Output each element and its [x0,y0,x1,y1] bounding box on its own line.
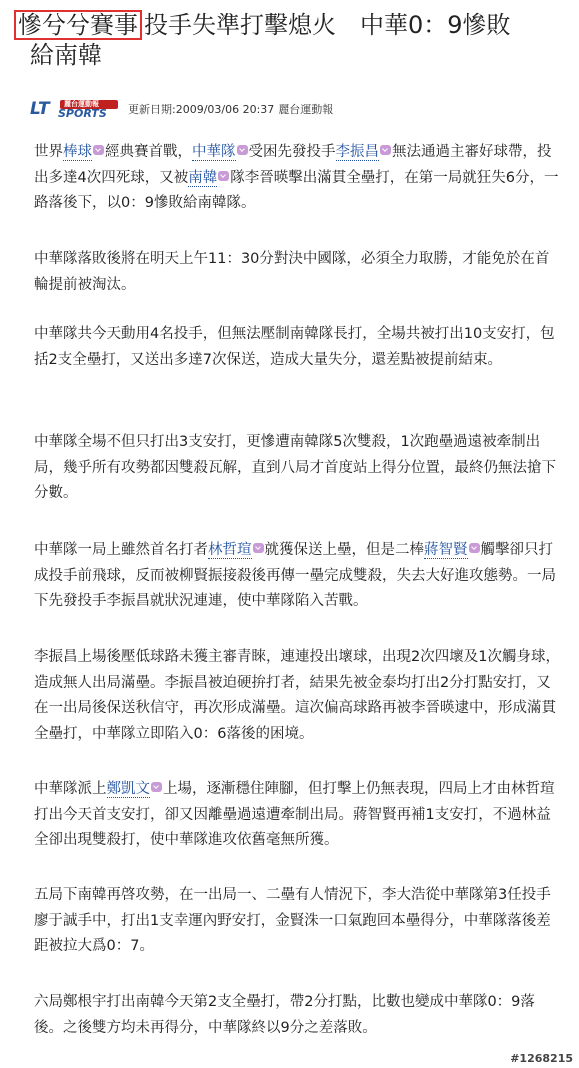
text: 隊李晉暎擊出滿貫全壘打，在第一局就狂失6分，一路落後下，以0：9慘敗給南韓隊。 [34,169,559,211]
text: 中華隊一局上雖然首名打者 [34,542,208,558]
update-date: 更新日期:2009/03/06 20:37 [128,103,275,116]
text: 受困先發投手 [248,144,336,160]
paragraph-4: 中華隊全場不但只打出3支安打，更慘遭南韓隊5次雙殺，1次跑壘過遠被牽制出局，幾乎所有攻勢都因雙殺瓦解，直到八局才首度站上得分位置，最終仍無法搶下分數。 [34,434,556,501]
keyword-info-icon[interactable] [93,145,104,155]
keyword-link[interactable]: 林哲瑄 [208,542,252,558]
keyword-info-icon[interactable] [218,171,229,181]
publisher-name: 麗台運動報 [278,103,334,116]
paragraph-9: 六局鄭根宇打出南韓今天第2支全壘打，帶2分打點，比數也變成中華隊0：9落後。之後雙方均未再得分，中華隊終以9分之差落敗。 [34,994,535,1036]
category-stamp[interactable]: 慘兮兮賽事 [14,10,142,40]
publisher-logo[interactable] [30,99,122,119]
keyword-link[interactable]: 南韓 [188,169,218,186]
logo-lt-mark: LT [30,99,50,119]
title-line-1: 投手失準打擊熄火 中華0：9慘敗 [144,11,511,39]
paragraph-7 [34,777,562,854]
text: 無法通過主審好球帶，投出多達4次四死球，又被 [34,144,552,186]
keyword-info-icon[interactable] [253,543,264,553]
text: 上場，逐漸穩住陣腳，但打擊上仍無表現，四局上才由林哲瑄打出今天首支安打，卻又因離壘過遠遭牽制出局。蔣智賢再補1支安打，不過林益全卻出現雙殺打，使中華隊進攻依舊毫無所獲。 [34,781,555,848]
title-line-2: 給南韓 [30,41,102,69]
logo-sports-text: SPORTS [58,107,107,120]
paragraph-8: 五局下南韓再啓攻勢，在一出局一、二壘有人情況下，李大浩從中華隊第3任投手廖于誠手中，打出1支幸運內野安打，金賢洙一口氣跑回本壘得分，中華隊落後差距被拉大爲0：7。 [34,887,551,954]
article-title [14,10,564,70]
keyword-info-icon[interactable] [151,782,162,792]
text: 經典賽首戰， [105,144,192,160]
text: 觸擊卻只打成投手前飛球，反而被柳賢振接殺後再傳一壘完成雙殺，失去大好進攻態勢。一局下先發投手李振昌就狀況連連，使中華隊陷入苦戰。 [34,542,556,609]
keyword-link[interactable]: 鄭凱文 [106,781,150,797]
paragraph-6: 李振昌上場後壓低球路未獲主審青睞，連連投出壞球，出現2次四壞及1次觸身球，造成無人出局滿壘。李振昌被迫硬拚打者，結果先被金泰均打出2分打點安打，又在一出局後保送秋信守，再次形成滿壘。這次偏高球路再被李晉暎逮中，形成滿貫全壘打，中華隊立即陷入0：6落後的困境。 [34,649,560,742]
keyword-info-icon[interactable] [237,145,248,155]
paragraph-1 [34,140,562,217]
paragraph-3: 中華隊共今天動用4名投手，但無法壓制南韓隊長打，全場共被打出10支安打，包括2支全壘打，又送出多達7次保送，造成大量失分，還差點被提前結束。 [34,326,555,368]
keyword-link[interactable]: 中華隊 [192,144,236,160]
paragraph-2: 中華隊落敗後將在明天上午11：30分對決中國隊，必須全力取勝，才能免於在首輪提前被淘汰。 [34,251,550,293]
source-bar [30,97,560,121]
text: 世界 [34,144,63,160]
paragraph-5 [34,538,562,615]
text: 就獲保送上壘，但是二棒 [264,542,424,558]
text: 中華隊派上 [34,781,107,797]
keyword-info-icon[interactable] [380,145,391,155]
article-id: #1268215 [510,1052,573,1065]
logo-banner-text: 麗台運動報 [64,100,99,108]
keyword-link[interactable]: 蔣智賢 [424,542,468,558]
keyword-info-icon[interactable] [469,543,480,553]
keyword-link[interactable]: 李振昌 [335,144,379,160]
keyword-link[interactable]: 棒球 [63,144,92,160]
